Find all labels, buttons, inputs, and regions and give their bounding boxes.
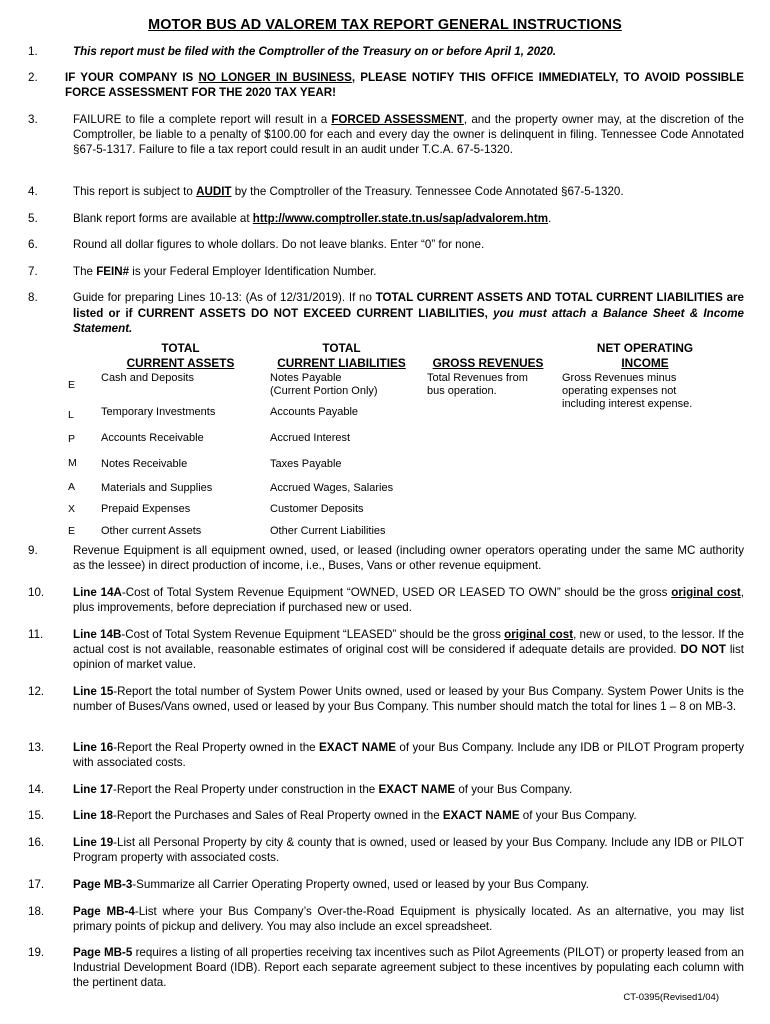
item-number: 11. [28, 628, 44, 641]
liability-cell: Notes Payable [270, 372, 342, 384]
example-letter: M [68, 457, 77, 469]
header-line: NET OPERATING [596, 341, 694, 355]
asset-cell: Materials and Supplies [101, 482, 213, 494]
text-bold: EXACT NAME [319, 741, 396, 754]
item-text [73, 290, 744, 337]
liability-cell: Taxes Payable [270, 458, 342, 470]
example-letter: X [68, 503, 76, 515]
item-number: 14. [28, 783, 45, 796]
text-part: , new or used, to the lessor. If the actual cost is not available, reasonable estimates of original cost will be considered if adequate details are provided. [73, 628, 745, 656]
item-text [73, 184, 744, 199]
item-text [73, 877, 744, 892]
header-line: TOTAL [161, 341, 200, 355]
text-part: , plus improvements, before depreciation if purchased new or used. [73, 586, 744, 614]
text-bold: Page MB-5 [73, 946, 133, 959]
item-text [73, 904, 744, 934]
header-line: GROSS REVENUES [432, 356, 544, 370]
text-part: is your Federal Employer Identification Number. [129, 265, 377, 278]
text-underlined: NO LONGER IN BUSINESS [198, 71, 352, 84]
item-number: 8. [28, 291, 38, 304]
text-bold: Line 14B [73, 628, 122, 641]
text-part: requires a listing of all properties receiving tax incentives such as Pilot Agreements (PILOT) or property leased from an Industrial Development Board (IDB). Report each separate agreement subject to these incentives by populating each column with the pertinent data. [73, 946, 744, 989]
asset-cell: Other current Assets [101, 525, 202, 537]
item-text [73, 684, 744, 714]
page-title: MOTOR BUS AD VALOREM TAX REPORT GENERAL INSTRUCTIONS [148, 17, 622, 33]
example-letter: A [68, 481, 76, 493]
header-current-assets [118, 341, 243, 371]
gross-revenue-cell: bus operation. [427, 385, 497, 397]
text-bold: Line 14A [73, 586, 122, 599]
text-part: of your Bus Company. Include any IDB or PILOT Program property with associated costs. [73, 741, 744, 769]
item-number: 2. [28, 71, 38, 84]
asset-cell: Cash and Deposits [101, 372, 194, 384]
header-line: INCOME [621, 356, 669, 370]
item-number: 19. [28, 946, 45, 959]
text-part: IF YOUR COMPANY IS [65, 71, 199, 84]
text-bold: EXACT NAME [442, 809, 520, 822]
text-part: FAILURE to file a complete report will result in a [73, 113, 332, 126]
asset-cell: Prepaid Expenses [101, 503, 191, 515]
text-bold: EXACT NAME [378, 783, 456, 796]
item-number: 9. [28, 544, 38, 557]
header-line: CURRENT LIABILITIES [277, 356, 406, 370]
header-line: CURRENT ASSETS [126, 356, 235, 370]
text-bold: Page MB-3 [73, 878, 133, 891]
item-number: 16. [28, 836, 45, 849]
net-income-cell: including interest expense. [562, 398, 693, 410]
text-part: -Report the Real Property owned in the [113, 741, 320, 754]
text-bold: Page MB-4 [73, 905, 135, 918]
liability-cell: Other Current Liabilities [270, 525, 386, 537]
text-underlined: FORCED ASSESSMENT [331, 113, 464, 126]
item-number: 3. [28, 113, 38, 126]
liability-cell: Accrued Wages, Salaries [270, 482, 394, 494]
item-number: 12. [28, 685, 45, 698]
text-part: of your Bus Company. [519, 809, 637, 822]
text-bold: FEIN# [96, 265, 130, 278]
item-number: 7. [28, 265, 38, 278]
net-income-cell: Gross Revenues minus [562, 372, 677, 384]
liability-cell: Accounts Payable [270, 406, 359, 418]
text-part: -List where your Bus Company’s Over-the-Road Equipment is physically located. As an alternative, you may list primary points of pickup and delivery. You may also include an excel spreadsheet. [73, 905, 744, 933]
text-part: , and the property owner may, at the discretion of the Comptroller, be liable to a penalty of $100.00 for each and every day the owner is delinquent in filing. Tennessee Code Annotated §67-5-1317. Failure to file a tax report could result in an audit under T.C.A. 67-5-1320. [73, 113, 744, 156]
item-number: 4. [28, 185, 38, 198]
form-number-footer: CT-0395(Revised1/04) [623, 992, 719, 1003]
text-part: This report is subject to [73, 185, 197, 198]
asset-cell: Accounts Receivable [101, 432, 204, 444]
text-part: -Cost of Total System Revenue Equipment “LEASED” should be the gross [121, 628, 505, 641]
url-link[interactable]: http://www.comptroller.state.tn.us/sap/advalorem.htm [252, 212, 549, 225]
text-bold: TOTAL CURRENT ASSETS AND TOTAL CURRENT LIABILITIES are listed or if CURRENT ASSETS DO NOT EXCEED CURRENT LIABILITIES, [73, 291, 744, 320]
item-number: 5. [28, 212, 38, 225]
asset-cell: Notes Receivable [101, 458, 188, 470]
gross-revenue-cell: Total Revenues from [427, 372, 528, 384]
text-part: of your Bus Company. [455, 783, 573, 796]
asset-cell: Temporary Investments [101, 406, 216, 418]
item-text [73, 211, 744, 226]
liability-cell: Accrued Interest [270, 432, 351, 444]
text-bold: Line 19 [73, 836, 114, 849]
text-part: . [548, 212, 552, 225]
text-part: list opinion of market value. [73, 643, 744, 671]
text-part: Guide for preparing Lines 10-13: (As of 12/31/2019). If no [73, 291, 376, 304]
text-bold: DO NOT [680, 643, 727, 656]
example-vertical-label [64, 368, 84, 538]
item-number: 17. [28, 878, 45, 891]
item-text [73, 740, 744, 770]
header-current-liabilities [270, 341, 413, 371]
item-text [73, 627, 744, 672]
example-letter: P [68, 433, 76, 445]
text-underlined: original cost [504, 628, 574, 641]
item-text [65, 70, 744, 100]
text-part: by the Comptroller of the Treasury. Tennessee Code Annotated §67-5-1320. [231, 185, 624, 198]
header-gross-revenues [426, 356, 550, 371]
item-text: Revenue Equipment is all equipment owned, used, or leased (including owner operators operating under the same MC authority as the lessee) in direct production of income, i.e., Buses, Vans or other revenue equipment. [73, 544, 744, 572]
text-part: Blank report forms are available at [73, 212, 253, 225]
item-text [73, 112, 744, 157]
text-part: , PLEASE NOTIFY THIS OFFICE IMMEDIATELY, TO AVOID POSSIBLE FORCE ASSESSMENT FOR THE 2020 TAX YEAR! [65, 71, 744, 99]
net-income-cell: operating expenses not [562, 385, 677, 397]
example-letter: E [68, 525, 76, 537]
text-part: -List all Personal Property by city & county that is owned, used or leased by your Bus Company. Include any IDB or PILOT Program property with associated costs. [73, 836, 744, 864]
header-net-operating-income [585, 341, 705, 371]
item-text [73, 585, 744, 615]
item-number: 1. [28, 45, 38, 58]
text-underlined: AUDIT [196, 185, 232, 198]
text-part: -Report the total number of System Power Units owned, used or leased by your Bus Company. System Power Units is the number of Buses/Vans owned, used or leased by your Bus Company. This number should match the total for lines 1 – 8 on MB-3. [73, 685, 744, 713]
example-letter: L [68, 409, 74, 421]
item-text: This report must be filed with the Comptroller of the Treasury on or before April 1, 2020. [73, 45, 557, 58]
item-text [73, 808, 744, 823]
header-line: TOTAL [322, 341, 361, 355]
example-letter: E [68, 379, 76, 391]
text-part: -Summarize all Carrier Operating Property owned, used or leased by your Bus Company. [132, 878, 589, 891]
text-bold: Line 15 [73, 685, 114, 698]
item-number: 15. [28, 809, 45, 822]
text-bold: Line 16 [73, 741, 114, 754]
liability-cell: Customer Deposits [270, 503, 364, 515]
item-number: 10. [28, 586, 45, 599]
item-number: 13. [28, 741, 45, 754]
text-part: -Report the Purchases and Sales of Real Property owned in the [112, 809, 443, 822]
text-underlined: original cost [671, 586, 741, 599]
item-text [73, 945, 744, 990]
liability-cell: (Current Portion Only) [270, 385, 378, 397]
text-part: The [73, 265, 97, 278]
text-bold: Line 17 [73, 783, 113, 796]
item-number: 18. [28, 905, 45, 918]
item-number: 6. [28, 238, 38, 251]
text-bold-italic: you must attach a Balance Sheet & Income Statement. [73, 306, 744, 335]
text-part: -Cost of Total System Revenue Equipment “OWNED, USED OR LEASED TO OWN” should be the gross [121, 586, 672, 599]
text-bold: Line 18 [73, 809, 113, 822]
item-text: Round all dollar figures to whole dollars. Do not leave blanks. Enter “0” for none. [73, 238, 485, 251]
item-text [73, 835, 744, 865]
text-part: -Report the Real Property under construction in the [112, 783, 379, 796]
item-text [73, 264, 744, 279]
item-text [73, 782, 744, 797]
